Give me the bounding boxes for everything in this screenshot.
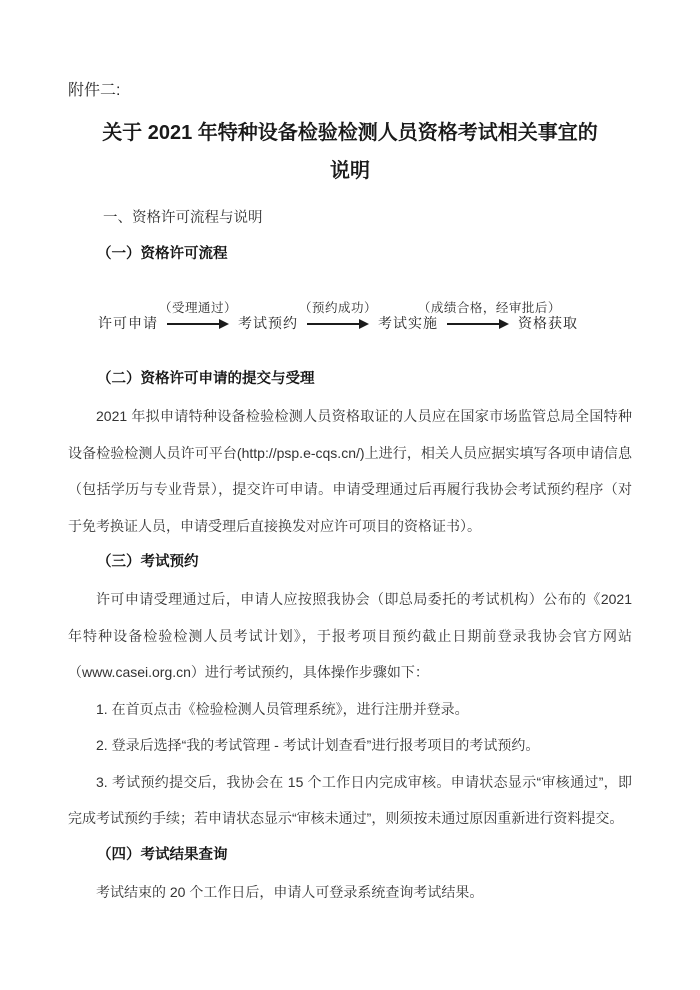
right-arrow-icon: [167, 319, 229, 329]
subsection-heading-exam-reservation: （三）考试预约: [97, 554, 199, 570]
list-item-step-2: 2. 登录后选择“我的考试管理 - 考试计划查看”进行报考项目的考试预约。: [96, 737, 540, 753]
flow-arrow-3-label: （成绩合格，经审批后）: [417, 300, 561, 315]
flow-arrow-2-label: （预约成功）: [298, 300, 378, 315]
section-heading-process-and-notes: 一、资格许可流程与说明: [103, 210, 263, 226]
list-item-step-3: 3. 考试预约提交后，我协会在 15 个工作日内完成审核。申请状态显示“审核通过”，即完成考试预约手续；若申请状态显示“审核未通过”，则须按未通过原因重新进行资料提交。: [68, 773, 632, 826]
flow-node-exam-implementation: 考试实施: [378, 316, 438, 332]
flow-arrow-1: [158, 297, 238, 333]
subsection-heading-license-process: （一）资格许可流程: [97, 246, 228, 262]
document-title-line-2: 说明: [330, 160, 370, 182]
flow-node-qualification-obtained: 资格获取: [518, 316, 578, 332]
paragraph-exam-result-query: 考试结束的 20 个工作日后，申请人可登录系统查询考试结果。: [96, 883, 484, 900]
flow-arrow-1-label: （受理通过）: [158, 300, 238, 315]
paragraph-application-submission: 2021 年拟申请特种设备检验检测人员资格取证的人员应在国家市场监管总局全国特种设备检验检测人员许可平台(http://psp.e-cqs.cn/)上进行，相关人员应据实填写各项申请信息（包括学历与专业背景），提交许可申请。申请受理通过后再履行我协会考试预约程序（对于免考换证人员，申请受理后直接换发对应许可项目的资格证书）。: [68, 408, 632, 534]
right-arrow-icon: [307, 319, 369, 329]
attachment-label: 附件二:: [68, 82, 121, 99]
subsection-heading-exam-result-query: （四）考试结果查询: [97, 846, 228, 863]
flow-arrow-2: [298, 297, 378, 333]
right-arrow-icon: [447, 319, 509, 329]
qualification-process-flow-diagram: [68, 297, 632, 333]
flow-node-license-application: 许可申请: [98, 316, 158, 332]
flow-node-exam-reservation: 考试预约: [238, 316, 298, 332]
document-title-line-1: 关于 2021 年特种设备检验检测人员资格考试相关事宜的: [102, 122, 598, 144]
document-title: [68, 114, 632, 190]
subsection-heading-application-submission: （二）资格许可申请的提交与受理: [97, 371, 315, 387]
paragraph-exam-reservation: 许可申请受理通过后，申请人应按照我协会（即总局委托的考试机构）公布的《2021 年特种设备检验检测人员考试计划》，于报考项目预约截止日期前登录我协会官方网站（www.casei.org.cn）进行考试预约，具体操作步骤如下：: [68, 591, 632, 680]
list-item-step-1: 1. 在首页点击《检验检测人员管理系统》，进行注册并登录。: [96, 700, 469, 717]
